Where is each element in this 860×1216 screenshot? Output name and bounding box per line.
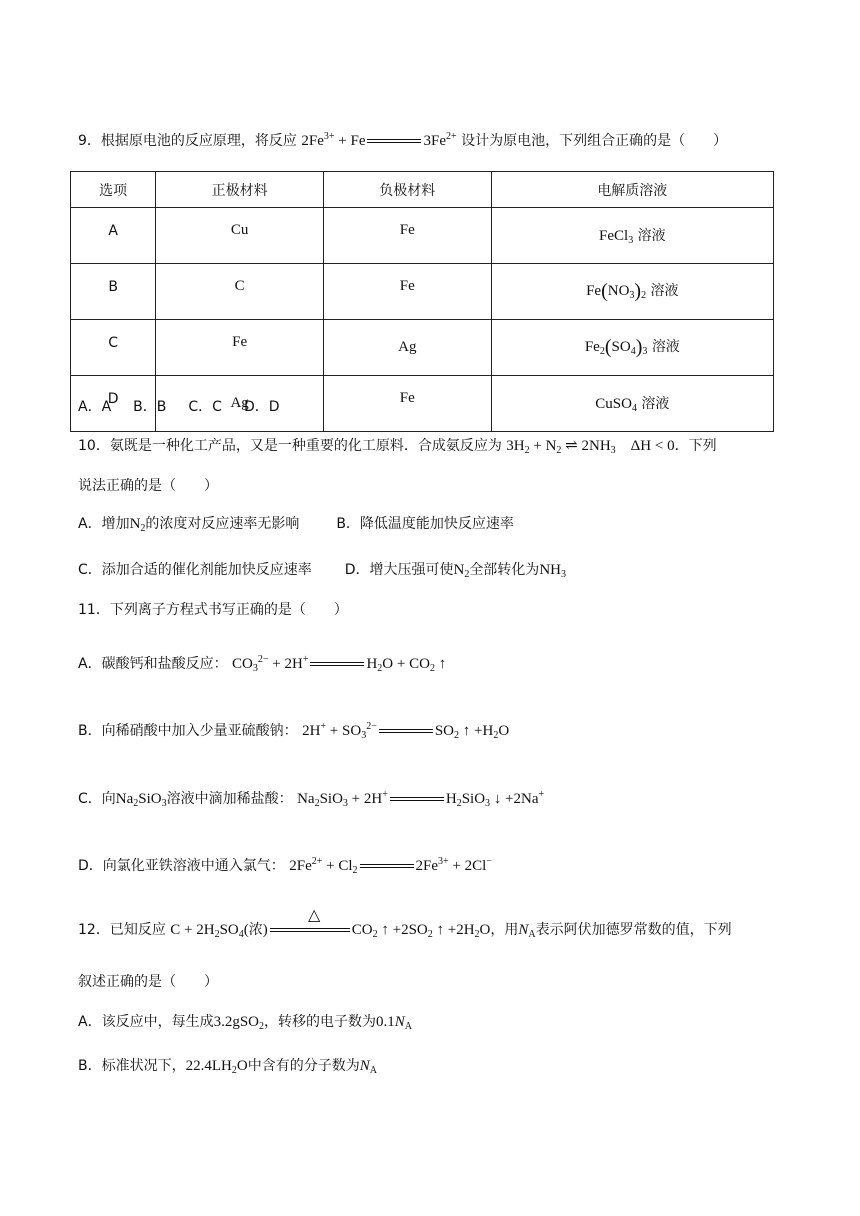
- answer-option-b[interactable]: B．B: [133, 399, 167, 415]
- q9-stem: 9．根据原电池的反应原理，将反应 $2Fe^{3+} + Fe$ $3Fe^{2+}$ 设计为原电池，下列组合正确的是（ ）: [78, 131, 728, 149]
- table-row: B C Fe $Fe(NO_3)_2$ 溶液: [71, 264, 774, 320]
- table-row: A Cu Fe FeCl$_3$ 溶液: [71, 208, 774, 264]
- q11-option-c[interactable]: C．向$Na_2SiO_3$溶液中滴加稀盐酸： $Na_2SiO_3 + 2H^+$ $H_2SiO_3$ ↓ +2Na+: [78, 789, 545, 809]
- q11-number: 11．: [78, 602, 110, 618]
- q11-option-a[interactable]: A．碳酸钙和盐酸反应： $CO_3^{2-} + 2H^+$ $H_2O + CO_2$ ↑: [78, 654, 447, 674]
- q10-stem-cont: 说法正确的是（ ）: [78, 478, 218, 494]
- q12-option-a[interactable]: A．该反应中，每生成3.2gSO$_2$，转移的电子数为$0.1N_A$: [78, 1014, 413, 1032]
- q10-number: 10．: [78, 438, 110, 454]
- q9-options-table: [70, 171, 774, 432]
- q12-stem: 12．已知反应 $C + 2H_2SO_4$(浓) $CO_2$ ↑ $+2SO_2$ ↑ $+2H_2O$，用$N_A$表示阿伏加德罗常数的值，下列: [78, 922, 732, 940]
- answer-option-c[interactable]: C．C: [188, 399, 222, 415]
- answer-option-d[interactable]: D．D: [243, 399, 280, 415]
- table-header: 正极材料: [156, 172, 324, 208]
- q10-option-b[interactable]: B．降低温度能加快反应速率: [336, 516, 514, 532]
- q9-equation: $2Fe^{3+} + Fe$ $3Fe^{2+}$: [301, 131, 457, 149]
- heat-symbol: △: [308, 907, 321, 924]
- q10-stem: 10．氨既是一种化工产品，又是一种重要的化工原料．合成氨反应为 $3H_2 + N_2$ ⇌ $2NH_3$ ΔH < 0．下列: [78, 438, 717, 456]
- q10-option-c[interactable]: C．添加合适的催化剂能加快反应速率: [78, 562, 312, 578]
- table-row: C Fe Ag $Fe_2(SO_4)_3$ 溶液: [71, 320, 774, 376]
- q12-equation: $C + 2H_2SO_4$(浓) $CO_2$ ↑ $+2SO_2$ ↑ $+2H_2O$: [170, 922, 491, 940]
- q12-option-b[interactable]: B．标准状况下，$22.4LH_2O$中含有的分子数为$N_A$: [78, 1058, 377, 1076]
- table-header: 选项: [71, 172, 156, 208]
- q10-equation: $3H_2 + N_2$ ⇌ $2NH_3$ ΔH < 0: [506, 438, 675, 456]
- q12-number: 12．: [78, 922, 110, 938]
- q10-option-d[interactable]: D．增大压强可使$N_2$全部转化为$NH_3$: [344, 562, 566, 580]
- answer-option-a[interactable]: A．A: [78, 399, 112, 415]
- q12-stem-cont: 叙述正确的是（ ）: [78, 974, 218, 990]
- q9-number: 9．: [78, 133, 101, 149]
- q9-answers: [78, 397, 280, 417]
- table-header: 负极材料: [323, 172, 491, 208]
- q10-option-a[interactable]: A．增加$N_2$的浓度对反应速率无影响: [78, 516, 300, 534]
- q11-option-b[interactable]: B．向稀硝酸中加入少量亚硫酸钠： $2H^+ + SO_3^{2-}$ $SO_2$ ↑ $+H_2O$: [78, 721, 510, 741]
- q10-options-cd: [78, 560, 566, 585]
- table-row: D Ag Fe CuSO$_4$ 溶液: [71, 376, 774, 432]
- table-header: 电解质溶液: [491, 172, 773, 208]
- q11-option-d[interactable]: D．向氯化亚铁溶液中通入氯气： $2Fe^{2+} + Cl_2$ $2Fe^{3+} + 2Cl^-$: [78, 856, 492, 876]
- q11-stem: 11．下列离子方程式书写正确的是（ ）: [78, 602, 348, 618]
- q10-options-ab: [78, 514, 514, 539]
